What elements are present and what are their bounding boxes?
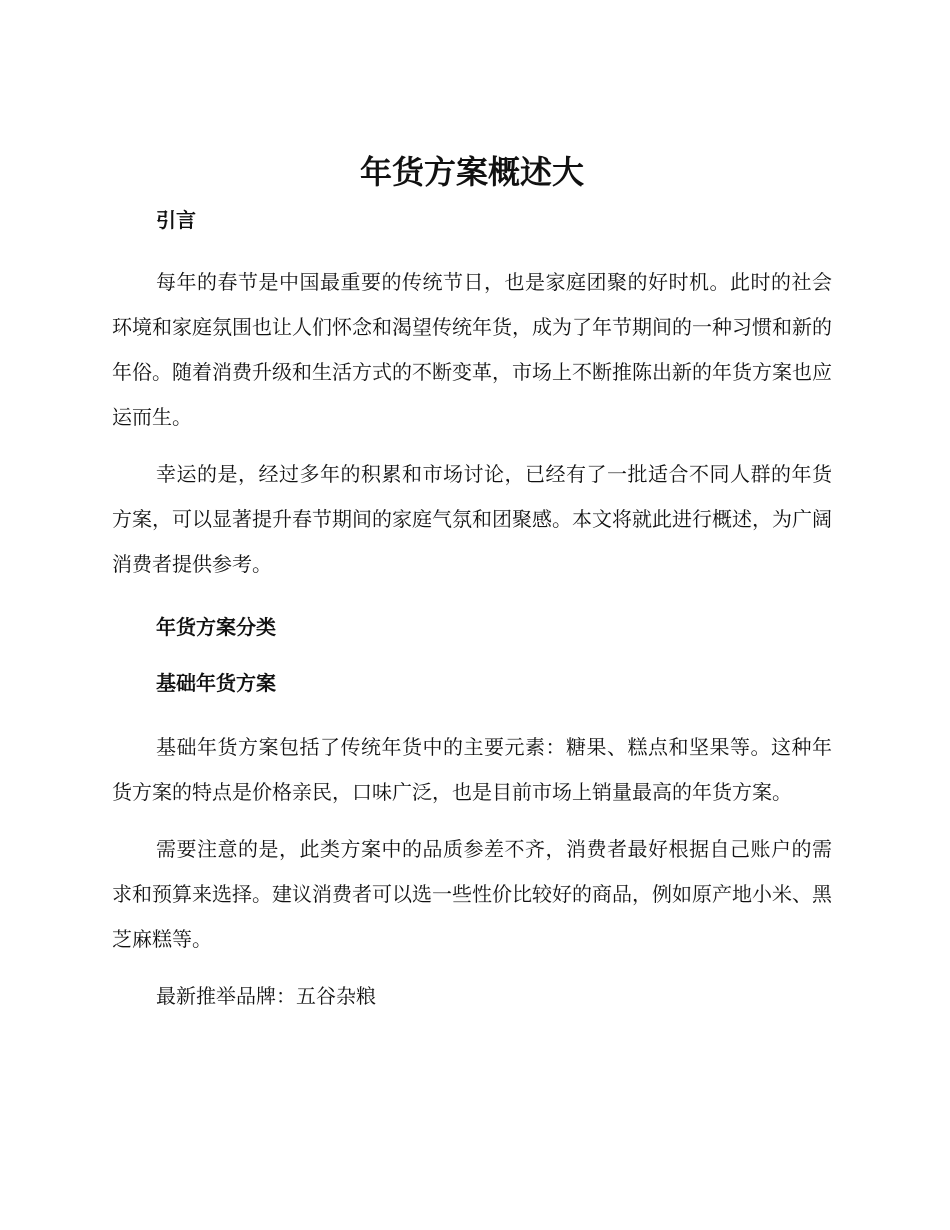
document-page [112,150,832,1019]
paragraph-intro-1: 每年的春节是中国最重要的传统节日，也是家庭团聚的好时机。此时的社会环境和家庭氛围也让人们怀念和渴望传统年货，成为了年节期间的一种习惯和新的年俗。随着消费升级和生活方式的不断变革，市场上不断推陈出新的年货方案也应运而生。 [112,270,832,429]
recommended-brand-line: 最新推举品牌：五谷杂粮 [156,984,376,1008]
section-heading-intro: 引言 [156,208,196,232]
document-title: 年货方案概述大 [359,153,584,191]
section-heading-basic: 基础年货方案 [156,671,276,695]
paragraph-basic-1: 基础年货方案包括了传统年货中的主要元素：糖果、糕点和坚果等。这种年货方案的特点是价格亲民，口味广泛，也是目前市场上销量最高的年货方案。 [112,735,832,804]
paragraph-basic-2: 需要注意的是，此类方案中的品质参差不齐，消费者最好根据自己账户的需求和预算来选择。建议消费者可以选一些性价比较好的商品，例如原产地小米、黑芝麻糕等。 [112,837,832,951]
paragraph-intro-2: 幸运的是，经过多年的积累和市场讨论，已经有了一批适合不同人群的年货方案，可以显著提升春节期间的家庭气氛和团聚感。本文将就此进行概述，为广阔消费者提供参考。 [112,462,832,576]
section-heading-categories: 年货方案分类 [156,615,276,639]
